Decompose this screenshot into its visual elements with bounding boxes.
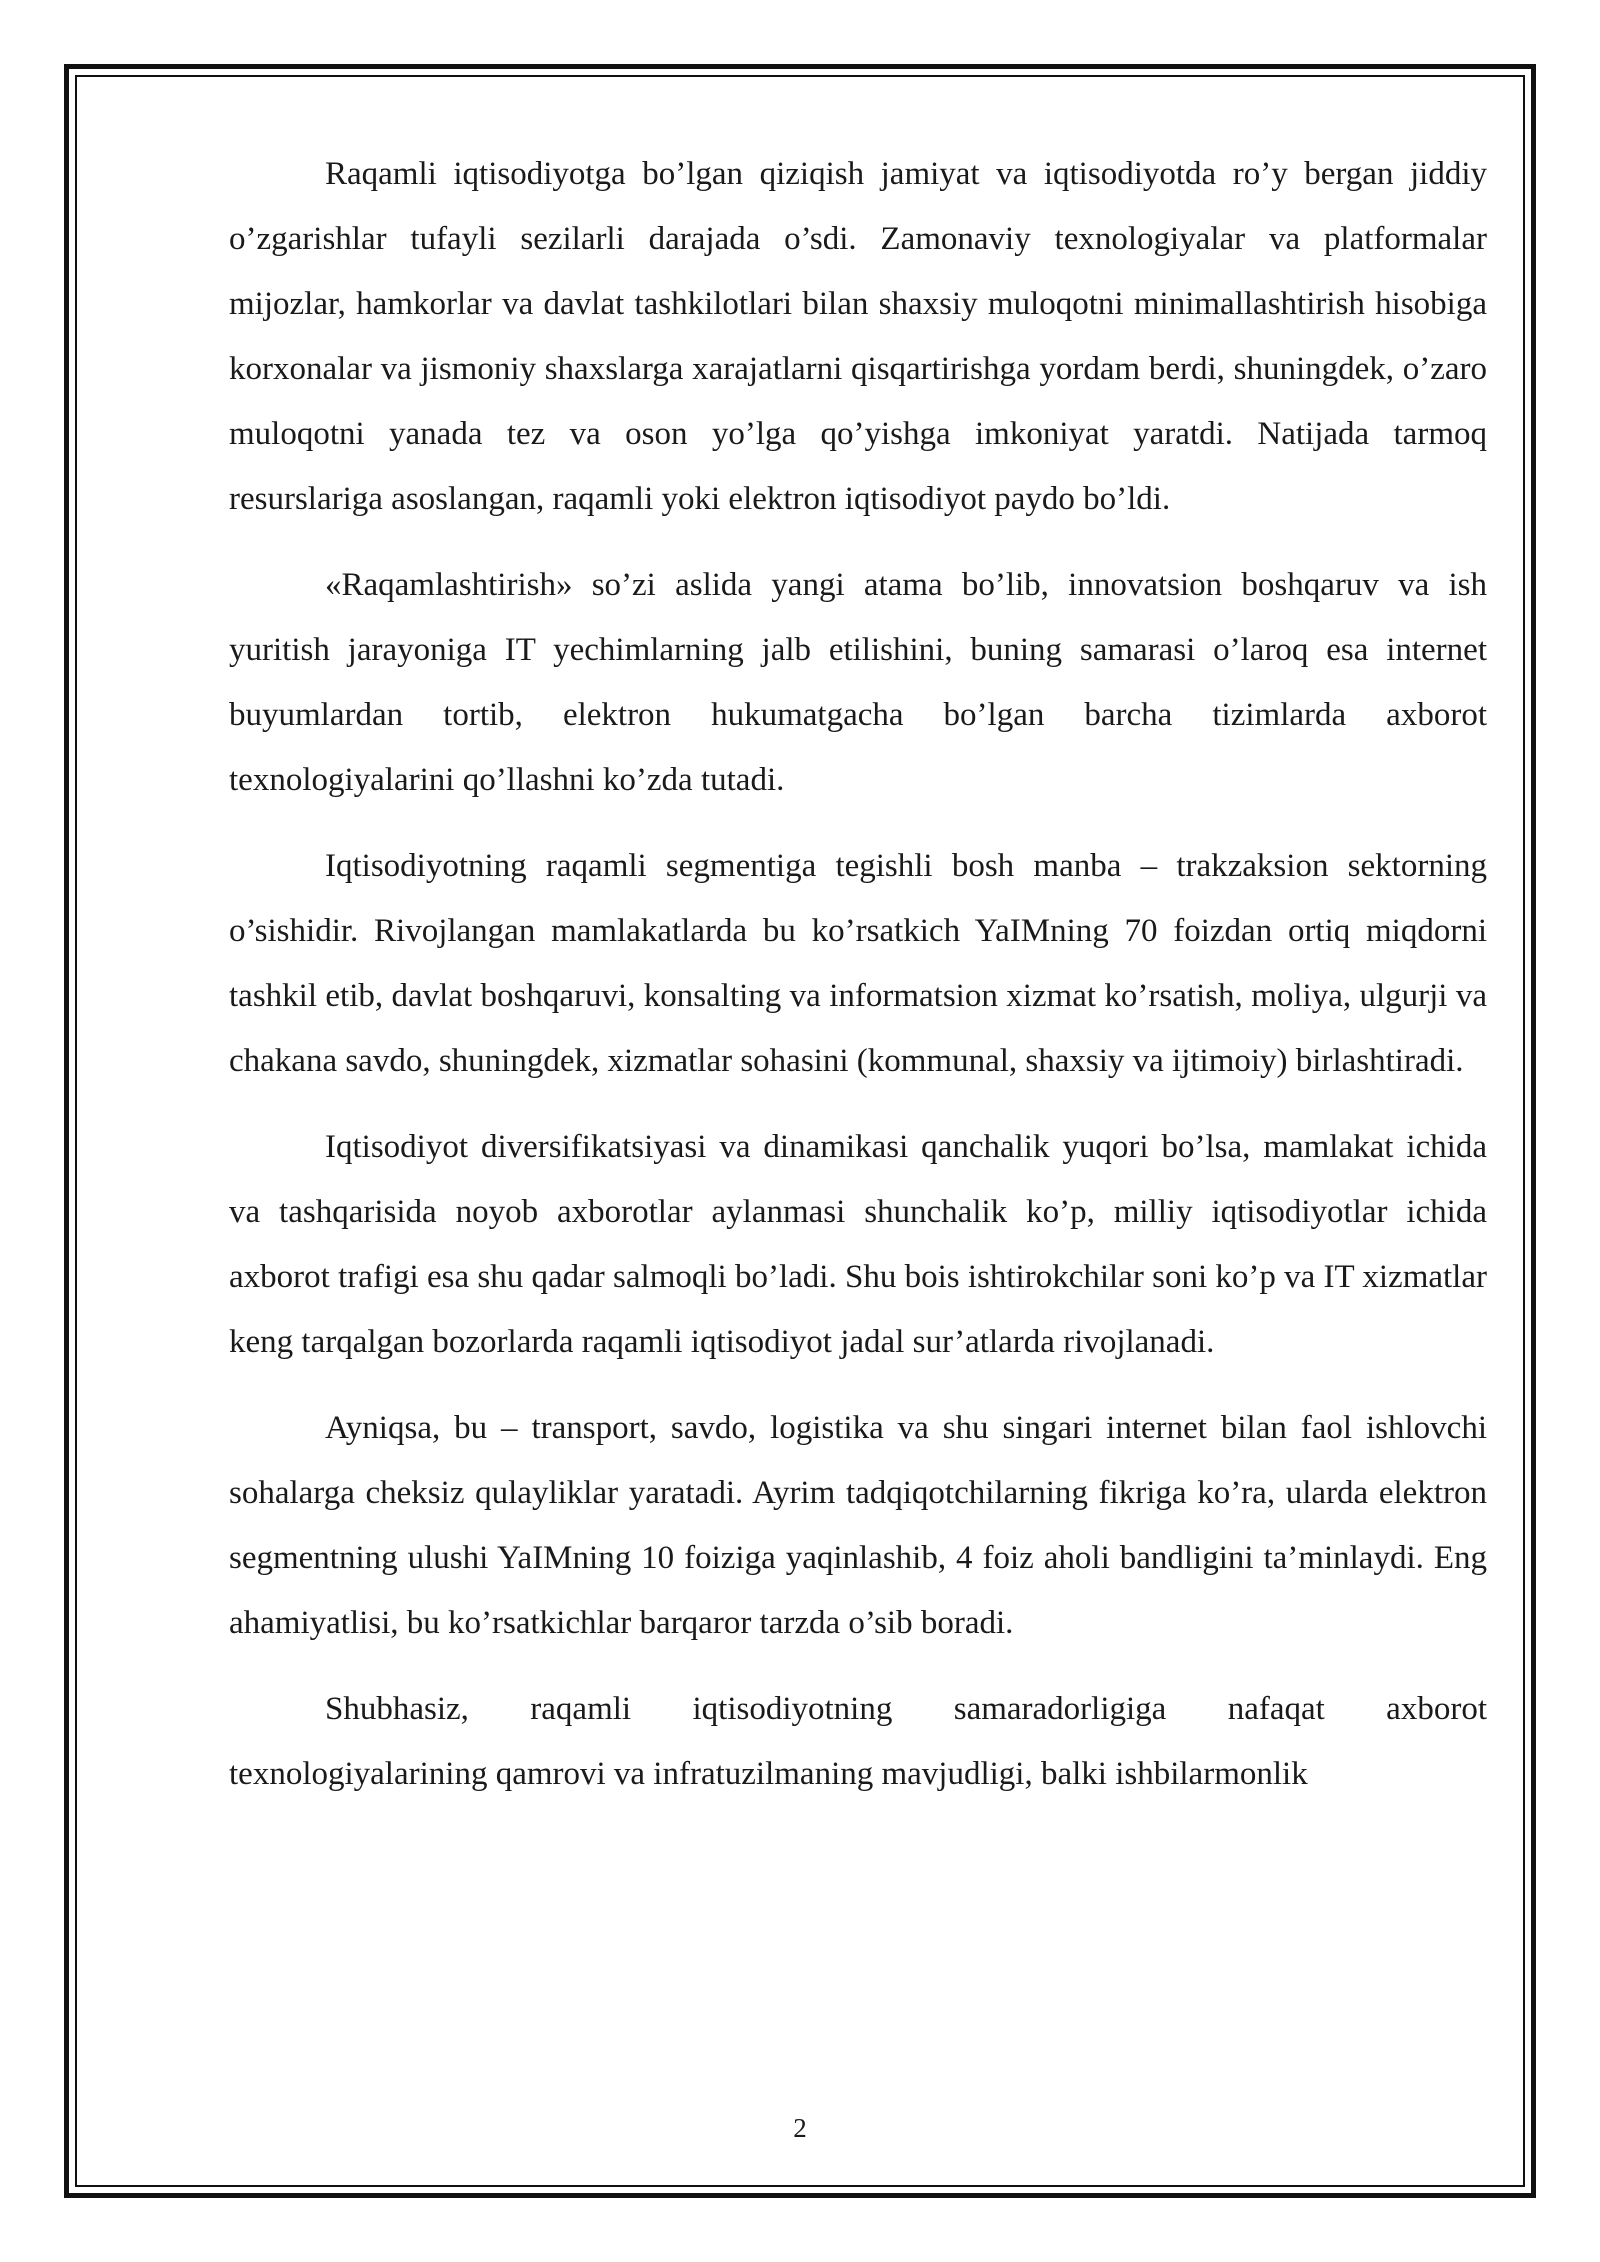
paragraph: «Raqamlashtirish» so’zi aslida yangi atama bo’lib, innovatsion boshqaruv va ish yuritish jarayoniga IT yechimlarning jalb etilishini, buning samarasi o’laroq esa internet buyumlardan tortib, elektron hukumatgacha bo’lgan barcha tizimlarda axborot texnologiyalarini qo’llashni ko’zda tutadi. [229, 567, 1487, 798]
paragraph: Ayniqsa, bu – transport, savdo, logistika va shu singari internet bilan faol ishlovchi sohalarga cheksiz qulayliklar yaratadi. Ayrim tadqiqotchilarning fikriga ko’ra, ularda elektron segmentning ulushi YaIMning 10 foiziga yaqinlashib, 4 foiz aholi bandligini ta’minlaydi. Eng ahamiyatlisi, bu ko’rsatkichlar barqaror tarzda o’sib boradi. [229, 1410, 1487, 1641]
paragraph: Shubhasiz, raqamli iqtisodiyotning samaradorligiga nafaqat axborot texnologiyalarining qamrovi va infratuzilmaning mavjudligi, balki ishbilarmonlik [229, 1691, 1487, 1792]
paragraph: Iqtisodiyot diversifikatsiyasi va dinamikasi qanchalik yuqori bo’lsa, mamlakat ichida va tashqarisida noyob axborotlar aylanmasi shunchalik ko’p, milliy iqtisodiyotlar ichida axborot trafigi esa shu qadar salmoqli bo’ladi. Shu bois ishtirokchilar soni ko’p va IT xizmatlar keng tarqalgan bozorlarda raqamli iqtisodiyot jadal sur’atlarda rivojlanadi. [229, 1129, 1487, 1360]
paragraph: Iqtisodiyotning raqamli segmentiga tegishli bosh manba – trakzaksion sektorning o’sishidir. Rivojlangan mamlakatlarda bu ko’rsatkich YaIMning 70 foizdan ortiq miqdorni tashkil etib, davlat boshqaruvi, konsalting va informatsion xizmat ko’rsatish, moliya, ulgurji va chakana savdo, shuningdek, xizmatlar sohasini (kommunal, shaxsiy va ijtimoiy) birlashtiradi. [229, 848, 1487, 1079]
document-body [229, 142, 1487, 1828]
paragraph: Raqamli iqtisodiyotga bo’lgan qiziqish jamiyat va iqtisodiyotda ro’y bergan jiddiy o’zgarishlar tufayli sezilarli darajada o’sdi. Zamonaviy texnologiyalar va platformalar mijozlar, hamkorlar va davlat tashkilotlari bilan shaxsiy muloqotni minimallashtirish hisobiga korxonalar va jismoniy shaxslarga xarajatlarni qisqartirishga yordam berdi, shuningdek, o’zaro muloqotni yanada tez va oson yo’lga qo’yishga imkoniyat yaratdi. Natijada tarmoq resurslariga asoslangan, raqamli yoki elektron iqtisodiyot paydo bo’ldi. [229, 156, 1487, 517]
page-number: 2 [793, 2113, 807, 2143]
